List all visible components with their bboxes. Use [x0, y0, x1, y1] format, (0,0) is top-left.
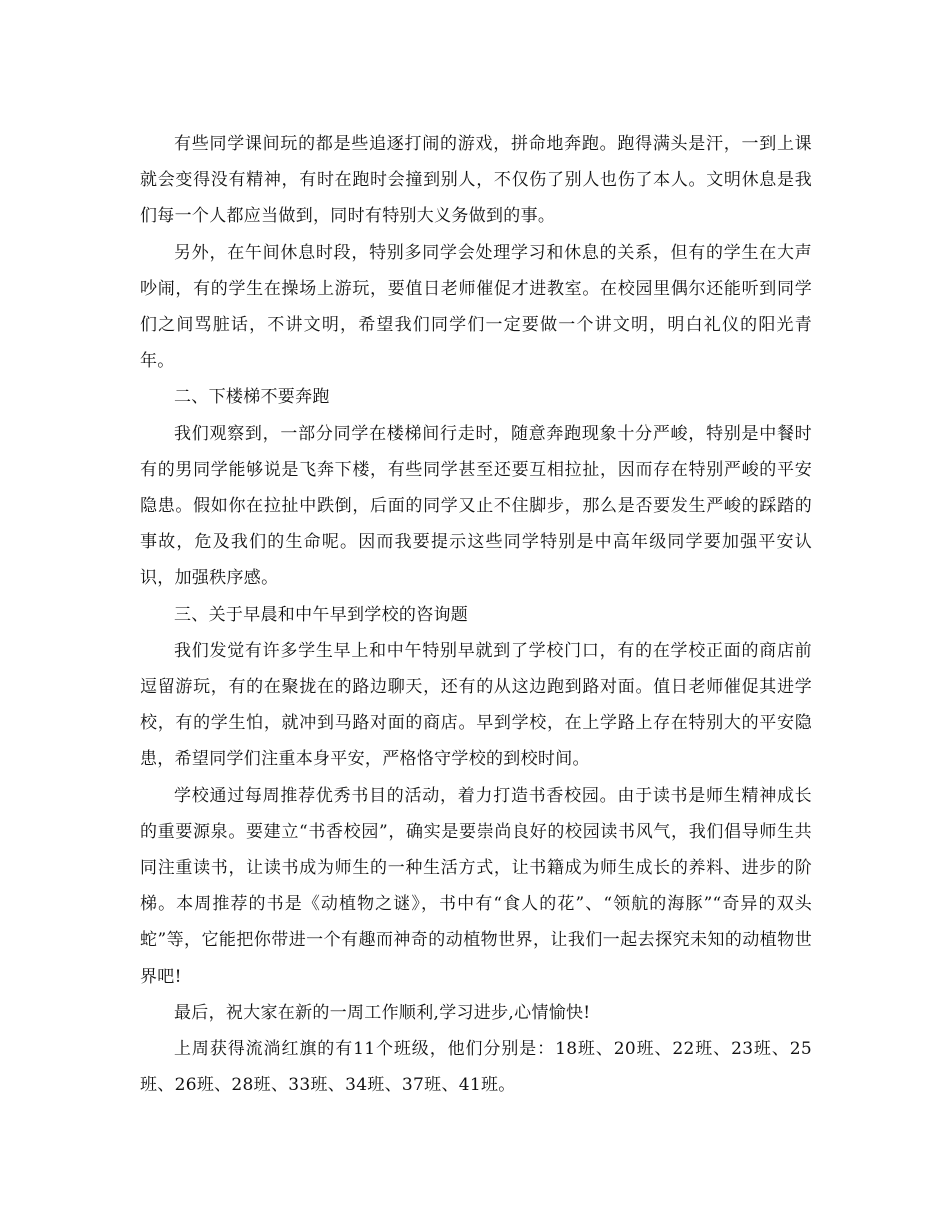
paragraph-book-campus: 学校通过每周推荐优秀书目的活动，着力打造书香校园。由于读书是师生精神成长的重要源泉。要建立“书香校园”，确实是要崇尚良好的校园读书风气，我们倡导师生共同注重读书，让读书成为师生的一种生活方式，让书籍成为师生成长的养料、进步的阶梯。本周推荐的书是《动植物之谜》，书中有“食人的花”、“领航的海豚”“奇异的双头蛇”等，它能把你带进一个有趣而神奇的动植物世界，让我们一起去探究未知的动植物世界吧!	[140, 785, 812, 987]
paragraph-stairs-safety: 我们观察到，一部分同学在楼梯间行走时，随意奔跑现象十分严峻，特别是中餐时有的男同学能够说是飞奔下楼，有些同学甚至还要互相拉扯，因而存在特别严峻的平安隐患。假如你在拉扯中跌倒，后面的同学又止不住脚步，那么是否要发生严峻的踩踏的事故，危及我们的生命呢。因而我要提示这些同学特别是中高年级同学要加强平安认识，加强秩序感。	[140, 423, 812, 589]
paragraph-noon-break: 另外，在午间休息时段，特别多同学会处理学习和休息的关系，但有的学生在大声吵闹，有的学生在操场上游玩，要值日老师催促才进教室。在校园里偶尔还能听到同学们之间骂脏话，不讲文明，希望我们同学们一定要做一个讲文明，明白礼仪的阳光青年。	[140, 242, 812, 372]
paragraph-closing-wishes: 最后，祝大家在新的一周工作顺利,学习进步,心情愉快!	[174, 1002, 591, 1023]
paragraph-red-flag-classes: 上周获得流淌红旗的有11个班级，他们分别是：18班、20班、22班、23班、25班、26班、28班、33班、34班、37班、41班。	[140, 1039, 812, 1096]
section-heading-stairs: 二、下楼梯不要奔跑	[174, 387, 330, 408]
paragraph-early-arrival: 我们发觉有许多学生早上和中午特别早就到了学校门口，有的在学校正面的商店前逗留游玩，有的在聚拢在的路边聊天，还有的从这边跑到路对面。值日老师催促其进学校，有的学生怕，就冲到马路对面的商店。早到学校，在上学路上存在特别大的平安隐患，希望同学们注重本身平安，严格恪守学校的到校时间。	[140, 640, 812, 770]
section-heading-early-arrival: 三、关于早晨和中午早到学校的咨询题	[174, 604, 469, 625]
document-body	[140, 126, 812, 1103]
paragraph-recess-play: 有些同学课间玩的都是些追逐打闹的游戏，拼命地奔跑。跑得满头是汗，一到上课就会变得没有精神，有时在跑时会撞到别人，不仅伤了别人也伤了本人。文明休息是我们每一个人都应当做到，同时有特别大义务做到的事。	[140, 134, 812, 227]
